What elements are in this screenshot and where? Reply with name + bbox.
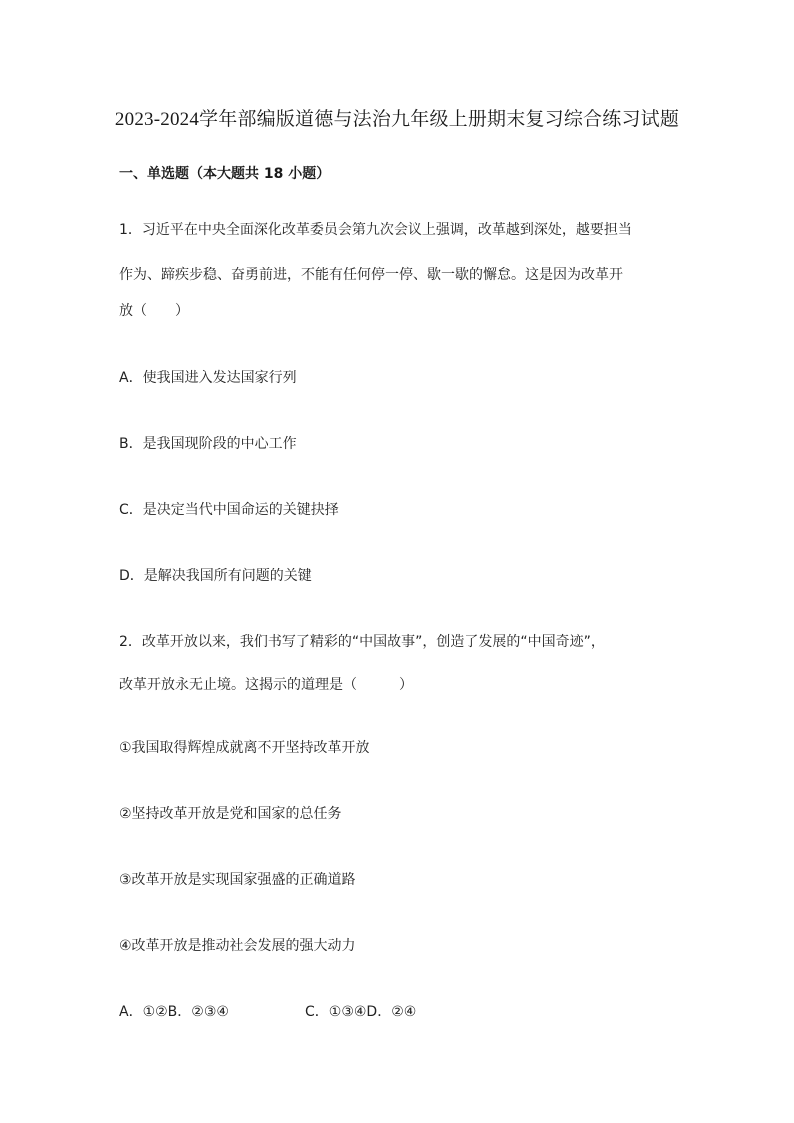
question-1-stem-line-3: 放（ ） <box>119 303 189 319</box>
question-2-answer-options-cd: C．①③④D．②④ <box>305 1004 417 1020</box>
question-2-stem-line-2: 改革开放永无止境。这揭示的道理是（ ） <box>119 677 413 693</box>
question-2-statement-4: ④改革开放是推动社会发展的强大动力 <box>119 938 356 954</box>
question-2-statement-3: ③改革开放是实现国家强盛的正确道路 <box>119 872 356 888</box>
question-2-answer-options-ab: A．①②B．②③④ <box>119 1004 229 1020</box>
question-1-option-c: C．是决定当代中国命运的关键抉择 <box>119 502 339 518</box>
question-1-option-a: A．使我国进入发达国家行列 <box>119 370 297 386</box>
page-title: 2023-2024学年部编版道德与法治九年级上册期末复习综合练习试题 <box>114 109 680 130</box>
question-2-stem-line-1: 2．改革开放以来，我们书写了精彩的“中国故事”，创造了发展的“中国奇迹”， <box>119 634 605 650</box>
section-heading: 一、单选题（本大题共 18 小题） <box>119 166 331 182</box>
question-1-stem-line-2: 作为、蹄疾步稳、奋勇前进，不能有任何停一停、歇一歇的懈怠。这是因为改革开 <box>119 267 623 283</box>
question-1-option-b: B．是我国现阶段的中心工作 <box>119 436 297 452</box>
question-2-statement-1: ①我国取得辉煌成就离不开坚持改革开放 <box>119 740 370 756</box>
question-1-stem-line-1: 1．习近平在中央全面深化改革委员会第九次会议上强调，改革越到深处，越要担当 <box>119 222 632 238</box>
question-2-statement-2: ②坚持改革开放是党和国家的总任务 <box>119 806 342 822</box>
question-1-option-d: D．是解决我国所有问题的关键 <box>119 568 312 584</box>
